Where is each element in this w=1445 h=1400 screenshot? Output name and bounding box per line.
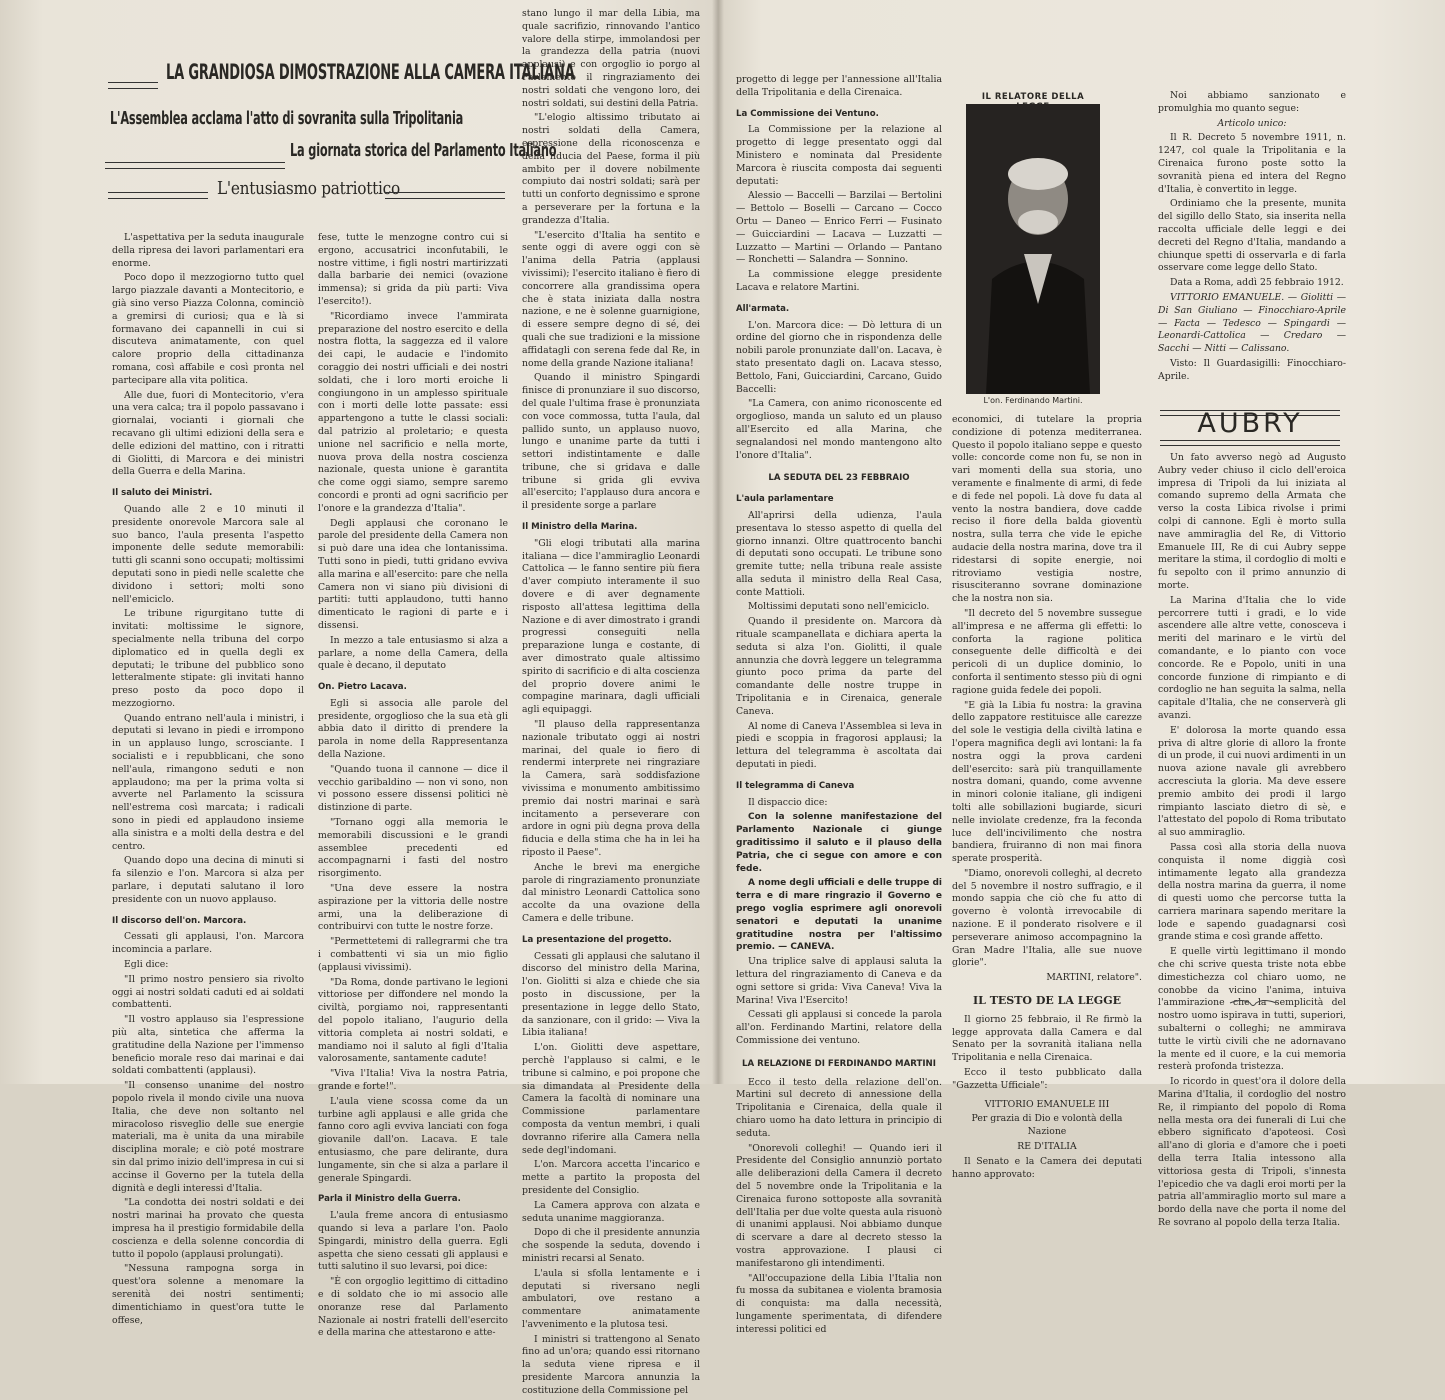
- signature: MARTINI, relatore".: [1046, 972, 1142, 984]
- signatories: VITTORIO EMANUELE. — Giolitti — Di San Giuliano — Finocchiaro-Aprile — Facta — Tedesco — Spingardi — Leonardi-Cattolica — Credaro — Sacchi — Nitti — Calissano.: [1158, 291, 1346, 355]
- paragraph: L'on. Marcora accetta l'incarico e mette a partito la proposta del presidente del Consiglio.: [522, 1159, 700, 1196]
- paragraph: Poco dopo il mezzogiorno tutto quel largo piazzale davanti a Montecitorio, e già sino verso Piazza Colonna, cominciò a gremirsi di curiosi; qua e là si formavano dei capannelli in cui si discuteva animatamente, con quel calore proprio della cittadinanza romana, così affabile e così pronta nel partecipare alla vita politica.: [112, 272, 304, 386]
- paragraph: E' dolorosa la morte quando essa priva di altre glorie di alloro la fronte di un prode, il cui nuovi ardimenti in un nuova azione navale gli avrebbero accresciuta la gloria. Ma deve essere premio ambito dei prodi il largo rimpianto lasciato dietro di sè, e l'attestato del popolo di Roma tributato al suo ammiraglio.: [1158, 724, 1346, 839]
- paragraph: fese, tutte le menzogne contro cui si ergono, accusatrici inconfutabili, le nostre vittime, i figli nostri martirizzati dalla barbarie dei nemici (ovazione immensa); si grida da più parti: Viva l'esercito!).: [318, 232, 508, 307]
- paragraph: Un fato avverso negò ad Augusto Aubry veder chiuso il ciclo dell'eroica impresa di Tripoli da lui iniziata al comando supremo della Armata che verso la costa Libica rivolse i primi colpi di cannone. Egli è morto sulla nave ammiraglia del Re, di Vittorio Emanuele III, Re di cui Aubry seppe meritare la stima, il cordoglio di molti e fu sepolto con il primo annunzio di morte.: [1158, 452, 1346, 591]
- paragraph: L'on. Giolitti deve aspettare, perchè l'applauso si calmi, e le tribune si calmino, e poi propone che sia dimandata al Presidente della Camera la facoltà di nominare una Commissione parlamentare composta da ventun membri, i quali dovranno riferire alla Camera nella sede degl'indomani.: [522, 1042, 700, 1156]
- article-label: Articolo unico:: [1217, 117, 1287, 129]
- paragraph: Quando entrano nell'aula i ministri, i deputati si levano in piedi e irrompono in un applauso lungo, scrosciante. I socialisti e i repubblicani, che sono nell'aula, rimangono seduti e non applaudono; ma per la prima volta si avverte nel Parlamento la scissura nell'estrema così marcata; i radicali sono in piedi ed applaudono insieme alla sinistra e a molti della destra e del centro.: [112, 712, 304, 852]
- paragraph: "L'elogio altissimo tributato ai nostri soldati della Camera, espressione della riconoscenza e della fiducia del Paese, forma il più ambito per il dovere nobilmente compiuto dai nostri soldati; sarà per tutti un conforto degnissimo e sprone a perseverare per la fortuna e la grandezza d'Italia.: [522, 112, 700, 226]
- section-heading: L'aula parlamentare: [736, 494, 834, 505]
- paragraph: E quelle virtù legittimano il mondo che chi scrive questa triste nota ebbe dimestichezza col chiaro uomo, ne conobbe da vicino l'anima, intuiva l'ammirazione che la semplicità del nostro uomo ispirava in tutti, superiori, subalterni o colleghi; ne ammirava tutte le virtù civili che ne adornavano la mente ed il cuore, e la cui memoria resterà profonda tristezza.: [1158, 946, 1346, 1073]
- portrait-image: [966, 104, 1100, 394]
- paragraph: Data a Roma, addì 25 febbraio 1912.: [1170, 277, 1344, 289]
- paragraph: stano lungo il mar della Libia, ma quale sacrifizio, rinnovando l'antico valore della stirpe, immolandosi per la grandezza della patria (nuovi applausi) e con orgoglio io porgo al Parlamento il ringraziamento dei nostri soldati che vengono loro, dei nostri soldati, sui destini della Patria.: [522, 8, 700, 109]
- paragraph: La commissione elegge presidente Lacava e relatore Martini.: [736, 269, 942, 293]
- paragraph: "Il vostro applauso sia l'espressione più alta, sintetica che afferma la gratitudine della Nazione per l'immenso beneficio morale reso dai marinai e dai soldati combattenti (applausi).: [112, 1014, 304, 1077]
- subheadline-3: L'entusiasmo patriottico: [217, 178, 400, 199]
- headline-rule: [108, 192, 208, 199]
- paragraph: "Onorevoli colleghi! — Quando ieri il Presidente del Consiglio annunziò portato alle deliberazioni della Camera il decreto del 5 novembre onde la Tripolitania e la Cirenaica furono sottoposte alla sovranità dell'Italia per due volte questa aula risuonò di unanimi applausi. Noi abbiamo dunque di scervare a dare al decreto stesso la vostra approvazione. I plausi ci manifestarono gli intendimenti.: [736, 1142, 942, 1269]
- paragraph: Quando il presidente on. Marcora dà rituale scampanellata e dichiara aperta la seduta si alza l'on. Giolitti, il quale annunzia che dovrà leggere un telegramma giunto poco prima da parte del comandante delle nostre truppe in Tripolitania e in Cirenaica, generale Caneva.: [736, 616, 942, 717]
- aubry-heading: AUBRY: [1197, 408, 1303, 439]
- telegram-text: A nome degli ufficiali e delle truppe di terra e di mare ringrazio il Governo e prego voglia esprimere agli onorevoli senatori e deputati la unanime gratitudine nostra per l'altissimo premio. — CANEVA.: [736, 878, 942, 953]
- paragraph: Per grazia di Dio e volontà della Nazione: [971, 1113, 1123, 1138]
- paragraph: Il dispaccio dice:: [748, 796, 828, 808]
- paragraph: Il Senato e la Camera dei deputati hanno approvato:: [952, 1155, 1142, 1180]
- paragraph: "Gli elogi tributati alla marina italiana — dice l'ammiraglio Leonardi Cattolica — le fanno sentire più fiera d'aver compiuto interamente il suo dovere e di aver degnamente risposto all'attesa legittima della Nazione e di aver dimostrato i grandi progressi conseguiti nella preparazione lunga e costante, di aver dimostrato quale altissimo spirito di sacrificio e di alta coscienza del proprio dovere animi le compagine marinara, dagli ufficiali agli equipaggi.: [522, 537, 700, 716]
- section-heading: On. Pietro Lacava.: [318, 682, 407, 693]
- paragraph: La Camera approva con alzata e seduta unanime maggioranza.: [522, 1199, 700, 1224]
- paragraph: L'aspettativa per la seduta inaugurale della ripresa dei lavori parlamentari era enorme.: [112, 232, 304, 269]
- paragraph: All'aprirsi della udienza, l'aula presentava lo stesso aspetto di quella del giorno innanzi. Oltre quattrocento banchi di deputati sono occupati. Le tribune sono gremite tutte; nella tribuna reale assiste alla seduta il ministro della Real Casa, conte Mattioli.: [736, 509, 942, 598]
- paragraph: Ordiniamo che la presente, munita del sigillo dello Stato, sia inserita nella raccolta ufficiale delle leggi e dei decreti del Regno d'Italia, mandando a chiunque spetti di osservarla e di farla osservare come legge dello Stato.: [1158, 198, 1346, 274]
- section-heading: La Commissione dei Ventuno.: [736, 108, 879, 119]
- section-heading: LA SEDUTA DEL 23 FEBBRAIO: [768, 473, 910, 484]
- paragraph: Quando alle 2 e 10 minuti il presidente onorevole Marcora sale al suo banco, l'aula presenta l'aspetto imponente delle sedute memorabili: tutti gli scanni sono occupati; moltissimi deputati sono in piedi nelle scalette che dividono i settori; molti sono nell'emiciclo.: [112, 503, 304, 605]
- paragraph: L'aula viene scossa come da un turbine agli applausi e alle grida che fanno coro agli evviva lanciati con foga giovanile dall'on. Lacava. E tale entusiasmo, che pare delirante, dura lungamente, sin che si alza a parlare il generale Spingardi.: [318, 1095, 508, 1184]
- page-gutter: [712, 0, 724, 1084]
- paragraph: Cessati gli applausi si concede la parola all'on. Ferdinando Martini, relatore della Commissione dei ventuno.: [736, 1009, 942, 1046]
- paragraph: La Marina d'Italia che lo vide percorrere tutti i gradi, e lo vide ascendere alle altre vette, conosceva i meriti del marinaro e le virtù del comandante, e lo pianto con voce concorde. Re e Popolo, uniti in una concorde funzione di rimpianto e di cordoglio ne han seguita la salma, nella capitale d'Italia, che ne conserverà gli avanzi.: [1158, 594, 1346, 721]
- section-heading: La presentazione del progetto.: [522, 934, 672, 945]
- main-headline: LA GRANDIOSA DIMOSTRAZIONE ALLA CAMERA ITALIANA: [166, 60, 575, 84]
- headline-rule: [385, 192, 505, 199]
- portrait-title: IL RELATORE DELLA: [981, 92, 1085, 102]
- paragraph: I ministri si trattengono al Senato fino ad un'ora; quando essi ritornano la seduta viene ripresa e il presidente Marcora annunzia la costituzione della Commissione pel: [522, 1333, 700, 1396]
- paragraph: progetto di legge per l'annessione all'Italia della Tripolitania e della Cirenaica.: [736, 74, 942, 98]
- king-name: VITTORIO EMANUELE III: [984, 1098, 1110, 1110]
- headline-rule: [105, 162, 285, 169]
- paragraph: Egli si associa alle parole del presidente, orgoglioso che la sua età gli abbia dato il diritto di prendere la parola in nome della Rappresentanza della Nazione.: [318, 697, 508, 761]
- paragraph: "Il primo nostro pensiero sia rivolto oggi ai nostri soldati caduti ed ai soldati combattenti.: [112, 973, 304, 1011]
- article-column-4: [736, 74, 942, 1339]
- ornament-icon: [1228, 996, 1278, 1010]
- paragraph: "Il consenso unanime del nostro popolo rivela il mondo civile una nuova Italia, che deve non soltanto nel miracoloso risveglio delle sue energie materiali, ma è unita da una mirabile disciplina morale; e ciò poté mostrare sin dal primo inizio dell'impresa in cui si accinse il Governo per la tutela della dignità e degli interessi d'Italia.: [112, 1080, 304, 1194]
- article-column-1: [112, 232, 304, 1329]
- section-heading: Il telegramma di Caneva: [736, 780, 855, 791]
- paragraph: Degli applausi che coronano le parole del presidente della Camera non si può dare una idea che lontanissima. Tutti sono in piedi, tutti gridano evviva alla marina e all'esercito: pare che nella Camera non vi siano più divisioni di partiti: tutti applaudono, tutti hanno dimenticato le ragioni di parte e i dissensi.: [318, 517, 508, 631]
- paragraph: La Commissione per la relazione al progetto di legge presentato oggi dal Ministero e nominata dal Presidente Marcora è riuscita composta dai seguenti deputati:: [736, 124, 942, 187]
- section-heading: LA RELAZIONE DI FERDINANDO MARTINI: [742, 1058, 936, 1069]
- article-column-2: [318, 232, 508, 1342]
- paragraph: Cessati gli applausi, l'on. Marcora incomincia a parlare.: [112, 931, 304, 956]
- paragraph: Anche le brevi ma energiche parole di ringraziamento pronunziate dal ministro Leonardi Cattolica sono accolte da una ovazione della Camera e delle tribune.: [522, 861, 700, 924]
- paragraph: "È con orgoglio legittimo di cittadino e di soldato che io mi associo alle onoranze rese dal Parlamento Nazionale ai nostri fratelli dell'esercito e della marina che attestarono e atte-: [318, 1276, 508, 1339]
- paragraph: L'on. Marcora dice: — Dò lettura di un ordine del giorno che in rispondenza delle nobili parole pronunziate dall'on. Lacava, è stato presentato dagli on. Lacava stesso, Bettolo, Fani, Guicciardini, Carcano, Guido Baccelli:: [736, 319, 942, 395]
- telegram-text: Con la solenne manifestazione del Parlamento Nazionale ci giunge graditissimo il saluto e il plauso della Patria, che ci segue con amore e con fede.: [736, 812, 942, 874]
- paragraph: Quando dopo una decina di minuti si fa silenzio e l'on. Marcora si alza per parlare, i deputati salutano il loro presidente con un nuovo applauso.: [112, 855, 304, 905]
- section-heading: IL TESTO DE LA LEGGE: [973, 994, 1121, 1008]
- article-column-6: [1158, 90, 1346, 386]
- section-heading: Il Ministro della Marina.: [522, 522, 638, 533]
- section-heading: Parla il Ministro della Guerra.: [318, 1194, 461, 1205]
- paragraph: L'aula si sfolla lentamente e i deputati si riversano negli ambulatori, ove restano a commentare animatamente l'avvenimento e la plutosa tesi.: [522, 1267, 700, 1330]
- king-title: RE D'ITALIA: [1017, 1141, 1077, 1153]
- paragraph: Io ricordo in quest'ora il dolore della Marina d'Italia, il cordoglio del nostro Re, il rimpianto del popolo di Roma nella mesta ora dei funerali di Lui che ebbero significato d'apoteosi. Così all'ano di gloria e d'amore che i poeti della terra Italia intessono alla vittoriosa gesta di Tripoli, s'innesta l'epicedio che va dagli eroi morti per la patria all'ammiraglio morto sul mare a bordo della nave che porta il nome del Re sovrano al popolo della terza Italia.: [1158, 1076, 1346, 1229]
- paragraph: Passa così alla storia della nuova conquista il nome diggià così intimamente legato alla grandezza della nostra marina da guerra, il nome di questi uomo che percorse tutta la carriera marinara sapendo meritare la lode e sapendo guadagnarsi così grande stima e così grande affetto.: [1158, 841, 1346, 943]
- paragraph: "Tornano oggi alla memoria le memorabili discussioni e le grandi assemblee precedenti ed accompagnarni i fasti del nostro risorgimento.: [318, 817, 508, 880]
- paragraph: Quando il ministro Spingardi finisce di pronunziare il suo discorso, del quale l'ultima frase è pronunziata con voce commossa, tutta l'aula, dal pallido sunto, un applauso nuovo, lungo e unanime parte da tutti i settori indistintamente e dalle tribune, che si gridava e dalle tribune si grida gli evviva all'esercito; l'applauso dura ancora e il presidente sorge a parlare: [522, 372, 700, 512]
- paragraph: Ecco il testo pubblicato dalla "Gazzetta Ufficiale":: [952, 1067, 1142, 1091]
- paragraph: "La condotta dei nostri soldati e dei nostri marinai ha provato che questa impresa ha il prestigio formidabile della coscienza e della solenne concordia di tutto il popolo (applausi prolungati).: [112, 1197, 304, 1260]
- article-column-7: [1158, 452, 1346, 1232]
- paragraph: Il R. Decreto 5 novembre 1911, n. 1247, col quale la Tripolitania e la Cirenaica furono poste sotto la sovranità piena ed intera del Regno d'Italia, è convertito in legge.: [1158, 132, 1346, 195]
- article-column-5: [952, 414, 1142, 1183]
- article-column-3: [522, 8, 700, 1400]
- aubry-rule: [1160, 440, 1340, 446]
- paragraph: L'aula freme ancora di entusiasmo quando si leva a parlare l'on. Paolo Spingardi, ministro della guerra. Egli aspetta che sieno cessati gli applausi e tutti salutino il suo levarsi, poi dice:: [318, 1210, 508, 1273]
- paragraph: "Il plauso della rappresentanza nazionale tributato oggi ai nostri marinai, del quale io fiero di rendermi interprete nei ringraziare la Camera, sarà soddisfazione vivissima e monumento ambitissimo premio dai nostri marinai e sarà incitamento a perseverare con ardore in ogni più degna prova della fiducia e della stima che ha in lei ha riposto il Paese".: [522, 719, 700, 858]
- paragraph: "Il decreto del 5 novembre sussegue all'impresa e ne afferma gli effetti: lo conforta la ragione politica conseguente delle difficoltà e dei pericoli di un duplice dominio, lo conforta il sentimento stesso più di ogni ragione guida fedele dei popoli.: [952, 607, 1142, 696]
- paragraph: "Una deve essere la nostra aspirazione per la vittoria delle nostre armi, una la deliberazione di contribuirvi con tutte le nostre forze.: [318, 883, 508, 933]
- section-heading: Il discorso dell'on. Marcora.: [112, 915, 247, 926]
- paragraph: "Diamo, onorevoli colleghi, al decreto del 5 novembre il nostro suffragio, e il mondo sappia che ciò che fu atto di governo è volontà irrevocabile di nazione. E il ponderato risolvere e il perseverare animoso accompagnino la Gran Madre l'Italia, alle sue nuove glorie".: [952, 867, 1142, 969]
- section-heading: All'armata.: [736, 303, 790, 314]
- paragraph: economici, di tutelare la propria condizione di potenza mediterranea. Questo il popolo italiano seppe e questo volle: concorde come non fu, se non in vari momenti della sua storia, uno veramente e finalmente di armi, di fede e di fede nel popoli. Là dove fu data al vento la nostra bandiera, dove cadde reciso il fiore della balda gioventù nostra, sulla terra che vide le epiche audacie della nostra marina, dove tra il ridestarsi di sopite energie, noi ritroviamo vestigia nostre, risusciteranno sovrane dominazione che la nostra non sia.: [952, 414, 1142, 605]
- subheadline-2: La giornata storica del Parlamento Italiano: [290, 140, 557, 161]
- portrait-photo: [966, 104, 1100, 394]
- paragraph: Le tribune rigurgitano tutte di invitati: moltissime le signore, specialmente nella tribuna del corpo diplomatico ed in quella degli ex deputati; le tribune del pubblico sono letteralmente stipate: gli invitati hanno preso posto da poco dopo il mezzogiorno.: [112, 608, 304, 709]
- paragraph: Dopo di che il presidente annunzia che sospende la seduta, dovendo i ministri recarsi al Senato.: [522, 1227, 700, 1264]
- paragraph: "Permettetemi di rallegrarmi che tra i combattenti vi sia un mio figlio (applausi vivissimi).: [318, 936, 508, 973]
- portrait-caption: L'on. Ferdinando Martini.: [983, 396, 1083, 405]
- paragraph: Cessati gli applausi che salutano il discorso del ministro della Marina, l'on. Giolitti si alza e chiede che sia posto in discussione, per la presentazione in legge dello Stato, da sanzionare, con il grido: — Viva la Libia italiana!: [522, 950, 700, 1039]
- paragraph: Egli dice:: [124, 959, 169, 971]
- paragraph: Al nome di Caneva l'Assemblea si leva in piedi e scoppia in fragorosi applausi; la lettura del telegramma è ascoltata dai deputati in piedi.: [736, 720, 942, 771]
- paragraph: Visto: Il Guardasigilli: Finocchiaro-Aprile.: [1158, 357, 1346, 382]
- paragraph: "Ricordiamo invece l'ammirata preparazione del nostro esercito e della nostra flotta, la saggezza ed il valore dei capi, le audacie e l'indomito coraggio dei nostri ufficiali e dei nostri soldati, che i loro morti eroiche li congiungono in un amplesso spirituale con i morti delle lotte passate: essi appartengono a tutte le classi sociali: dal patrizio al proletario; e questa unione nel sacrificio e nella morte, nuova prova della nostra coscienza nazionale, questa unione è garantita che come oggi siamo, sempre saremo concordi e pronti ad ogni sacrificio per l'onore e la grandezza d'Italia".: [318, 310, 508, 514]
- paragraph: "Da Roma, donde partivano le legioni vittoriose per diffondere nel mondo la civiltà, porgiamo noi, rappresentanti del popolo italiano, l'augurio della vittoria completa ai nostri soldati, e mandiamo noi il saluto al figli d'Italia valorosamente, santamente cadute!: [318, 976, 508, 1065]
- paragraph: Moltissimi deputati sono nell'emiciclo.: [748, 601, 930, 613]
- paragraph: Ecco il testo della relazione dell'on. Martini sul decreto di annessione della Tripolitania e Cirenaica, della quale il chiaro uomo ha dato lettura in principio di seduta.: [736, 1076, 942, 1139]
- subheadline-1: L'Assemblea acclama l'atto di sovranita sulla Tripolitania: [110, 108, 464, 129]
- paragraph: "E già la Libia fu nostra: la gravina dello zappatore restituisce alle carezze del sole le vestigia della civiltà latina e l'opera magnifica degli avi lontani: la fa nostra oggi la prova cardeni dell'esercito: sarà più tranquillamente nostra domani, quando, come avvenne in minori colonie italiane, gli indigeni tolti alle sobillazioni bugiarde, sicuri nelle inviolate credenze, fra la feconda luce dell'incivilimento che nostra bandiera, fruiranno di non mai finora sperate prosperità.: [952, 699, 1142, 865]
- paragraph: Alle due, fuori di Montecitorio, v'era una vera calca; tra il popolo passavano i giornalai, vocianti i giornali che recavano gli ultimi edizioni della sera e delle edizioni del mattino, con i ritratti di Giolitti, di Marcora e dei ministri della Guerra e della Marina.: [112, 389, 304, 478]
- paragraph: Una triplice salve di applausi saluta la lettura del ringraziamento di Caneva e da ogni settore si grida: Viva Caneva! Viva la Marina! Viva l'Esercito!: [736, 956, 942, 1006]
- section-heading: Il saluto dei Ministri.: [112, 488, 213, 499]
- headline-rule: [108, 82, 158, 89]
- paragraph: "L'esercito d'Italia ha sentito e sente oggi di avere oggi con sè l'anima della Patria (applausi vivissimi); l'esercito italiano è fiero di concorrere alla grandissima opera che è stata iniziata dalla nostra nazione, e ne è solenne guarnigione, di essere sempre degno di sé, dei quali che sue tradizioni e la missione affidatagli con serena fede dal Re, in nome della grande Nazione italiana!: [522, 229, 700, 369]
- paragraph: "La Camera, con animo riconoscente ed orgoglioso, manda un saluto ed un plauso all'Esercito ed alla Marina, che segnalandosi nel mondo mantengono alto l'onore d'Italia".: [736, 398, 942, 461]
- paragraph: In mezzo a tale entusiasmo si alza a parlare, a nome della Camera, della quale è decano, il deputato: [318, 634, 508, 672]
- paragraph: "Nessuna rampogna sorga in quest'ora solenne a menomare la serenità dei nostri sentimenti; dimentichiamo in quest'ora tutte le offese,: [112, 1263, 304, 1326]
- paragraph: Il giorno 25 febbraio, il Re firmò la legge approvata dalla Camera e dal Senato per la sovranità italiana nella Tripolitania e nella Cirenaica.: [952, 1013, 1142, 1064]
- paragraph: Noi abbiamo sanzionato e promulghia mo quanto segue:: [1158, 90, 1346, 114]
- paragraph: "All'occupazione della Libia l'Italia non fu mossa da subitanea e violenta bramosia di conquista: ma dalla necessità, lungamente sperimentata, di difendere interessi politici ed: [736, 1272, 942, 1335]
- paragraph: "Viva l'Italia! Viva la nostra Patria, grande e forte!".: [318, 1068, 508, 1092]
- paragraph: "Quando tuona il cannone — dice il vecchio garibaldino — non vi sono, non vi possono essere dissensi politici nè distinzione di parte.: [318, 763, 508, 814]
- paragraph: Alessio — Baccelli — Barzilai — Bertolini — Bettolo — Boselli — Carcano — Cocco Ortu — Daneo — Enrico Ferri — Fusinato — Guicciardini — Lacava — Luzzatti — Luzzatto — Martini — Orlando — Pantano — Ronchetti — Salandra — Sonnino.: [736, 190, 942, 266]
